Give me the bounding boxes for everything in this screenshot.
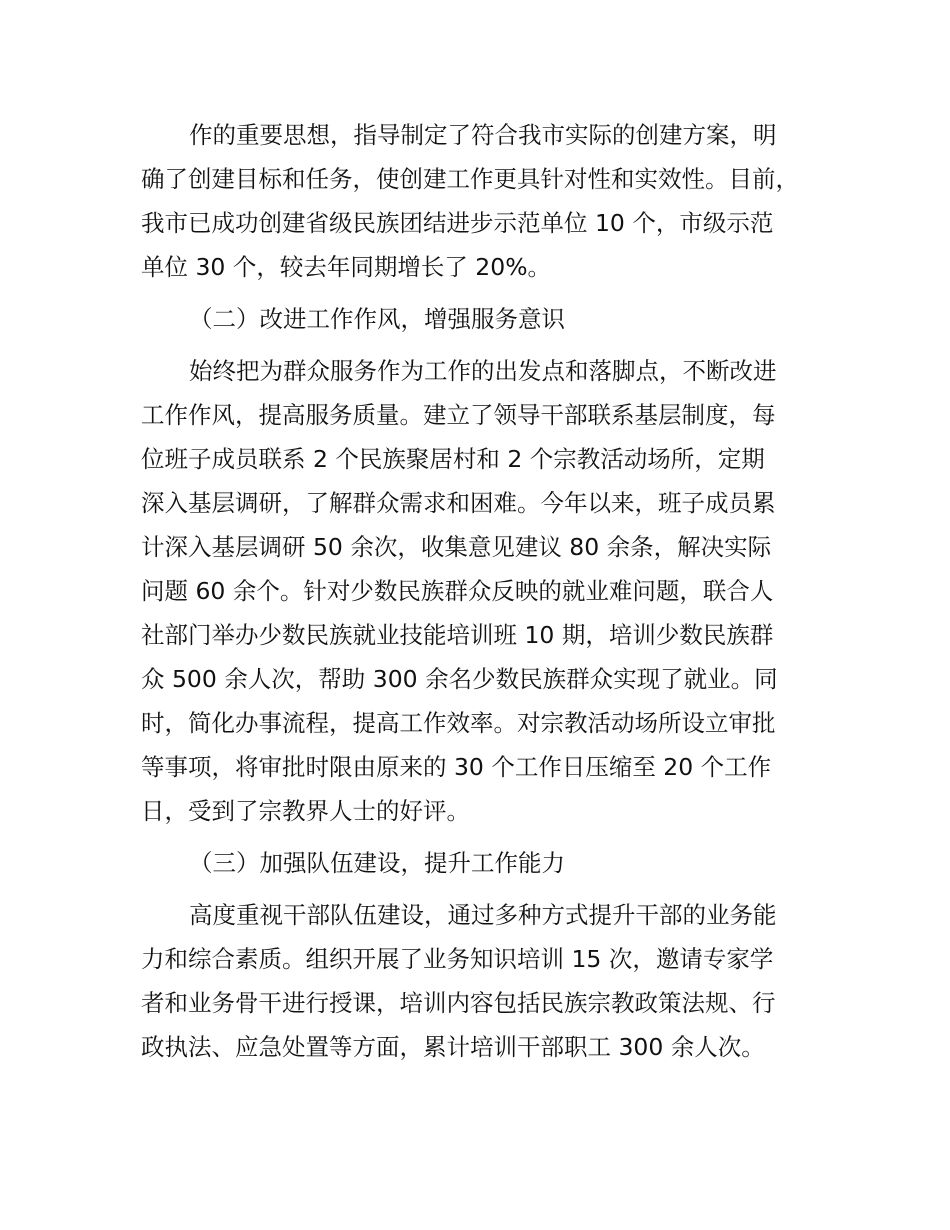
paragraph-line: 工作作风，提高服务质量。建立了领导干部联系基层制度，每: [141, 401, 776, 429]
section-heading-2: （二）改进工作作风，增强服务意识: [189, 305, 565, 333]
paragraph-line: 众 500 余人次，帮助 300 余名少数民族群众实现了就业。同: [141, 665, 778, 693]
paragraph-line: 作的重要思想，指导制定了符合我市实际的创建方案，明: [189, 121, 777, 149]
paragraph-line: 始终把为群众服务作为工作的出发点和落脚点，不断改进: [189, 357, 777, 385]
paragraph-line: 者和业务骨干进行授课，培训内容包括民族宗教政策法规、行: [141, 989, 776, 1017]
paragraph-line: 单位 30 个，较去年同期增长了 20%。: [141, 253, 552, 281]
paragraph-line: 高度重视干部队伍建设，通过多种方式提升干部的业务能: [189, 901, 777, 929]
paragraph-line: 问题 60 余个。针对少数民族群众反映的就业难问题，联合人: [141, 577, 774, 605]
paragraph-line: 时，简化办事流程，提高工作效率。对宗教活动场所设立审批: [141, 709, 776, 737]
paragraph-1: [141, 113, 841, 289]
paragraph-line: 日，受到了宗教界人士的好评。: [141, 797, 470, 825]
paragraph-2: [141, 349, 841, 833]
paragraph-3: [141, 893, 841, 1069]
paragraph-line: 深入基层调研，了解群众需求和困难。今年以来，班子成员累: [141, 489, 776, 517]
paragraph-line: 等事项，将审批时限由原来的 30 个工作日压缩至 20 个工作: [141, 753, 772, 781]
paragraph-line: 社部门举办少数民族就业技能培训班 10 期，培训少数民族群: [141, 621, 774, 649]
paragraph-line: 计深入基层调研 50 余次，收集意见建议 80 余条，解决实际: [141, 533, 772, 561]
paragraph-line: 我市已成功创建省级民族团结进步示范单位 10 个，市级示范: [141, 209, 774, 237]
document-body: [141, 113, 841, 1069]
section-heading-3: （三）加强队伍建设，提升工作能力: [189, 849, 565, 877]
paragraph-line: 位班子成员联系 2 个民族聚居村和 2 个宗教活动场所，定期: [141, 445, 765, 473]
paragraph-line: 政执法、应急处置等方面，累计培训干部职工 300 余人次。: [141, 1033, 765, 1061]
paragraph-line: 力和综合素质。组织开展了业务知识培训 15 次，邀请专家学: [141, 945, 774, 973]
paragraph-line: 确了创建目标和任务，使创建工作更具针对性和实效性。目前，: [141, 165, 799, 193]
